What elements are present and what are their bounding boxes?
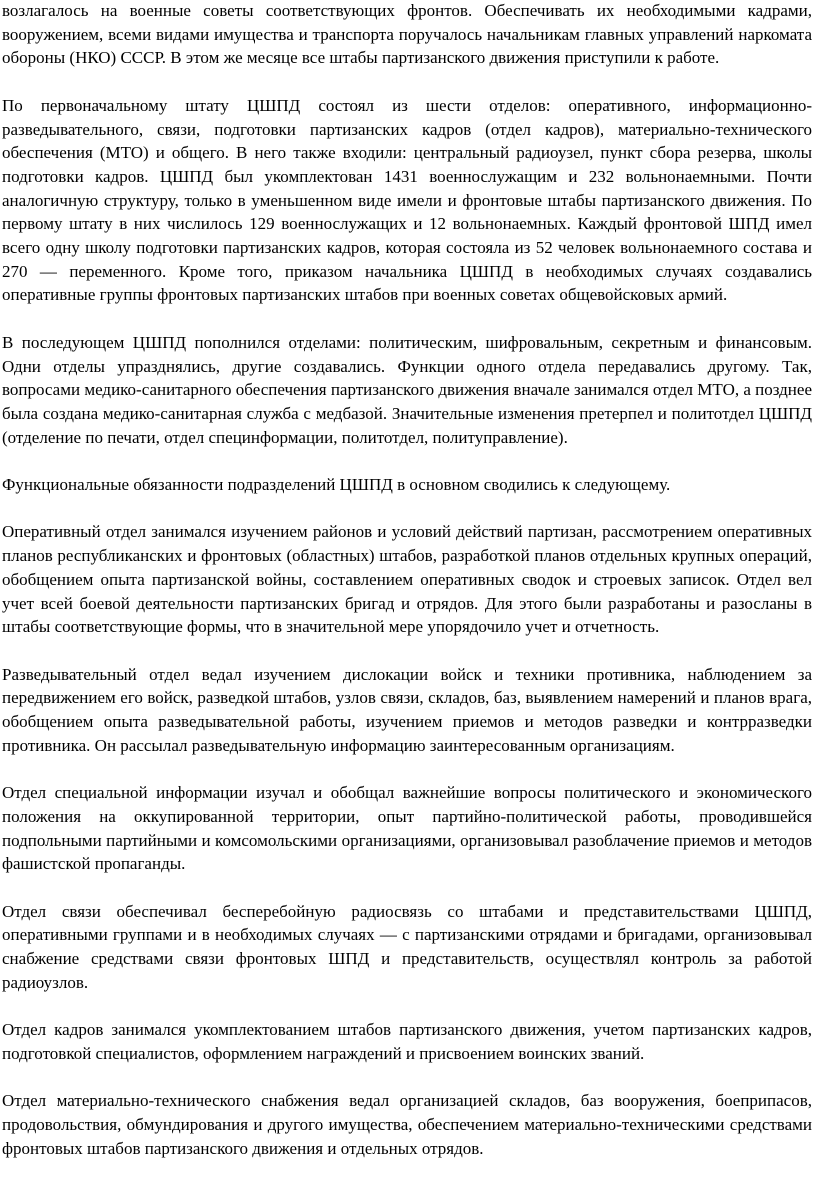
- paragraph-2: По первоначальному штату ЦШПД состоял из шести отделов: оперативного, информационно-разведывательного, связи, подготовки партизанских кадров (отдел кадров), материально-технического обеспечения (МТО) и общего. В него также входили: центральный радиоузел, пункт сбора резерва, школы подготовки кадров. ЦШПД был укомплектован 1431 военнослужащим и 232 вольнонаемными. Почти аналогичную структуру, только в уменьшенном виде имели и фронтовые штабы партизанского движения. По первому штату в них числилось 129 военнослужащих и 12 вольнонаемных. Каждый фронтовой ШПД имел всего одну школу подготовки партизанских кадров, которая состояла из 52 человек вольнонаемного состава и 270 — переменного. Кроме того, приказом начальника ЦШПД в необходимых случаях создавались оперативные группы фронтовых партизанских штабов при военных советах общевойсковых армий.: [2, 95, 812, 305]
- paragraph-4: Функциональные обязанности подразделений ЦШПД в основном сводились к следующему.: [2, 475, 671, 495]
- paragraph-3: В последующем ЦШПД пополнился отделами: политическим, шифровальным, секретным и финансовым. Одни отделы упразднялись, другие создавались. Функции одного отдела передавались другому. Так, вопросами медико-санитарного обеспечения партизанского движения вначале занимался отдел МТО, а позднее была создана медико-санитарная служба с медбазой. Значительные изменения претерпел и политотдел ЦШПД (отделение по печати, отдел специнформации, политотдел, политуправление).: [2, 332, 812, 447]
- paragraph-8: Отдел связи обеспечивал бесперебойную радиосвязь со штабами и представительствами ЦШПД, оперативными группами и в необходимых случаях — с партизанскими отрядами и бригадами, организовывал снабжение средствами связи фронтовых ШПД и представительств, осуществлял контроль за работой радиоузлов.: [2, 901, 812, 992]
- paragraph-6: Разведывательный отдел ведал изучением дислокации войск и техники противника, наблюдением за передвижением его войск, разведкой штабов, узлов связи, складов, баз, выявлением намерений и планов врага, обобщением опыта разведывательной работы, изучением приемов и методов разведки и контрразведки противника. Он рассылал разведывательную информацию заинтересованным организациям.: [2, 664, 812, 755]
- paragraph-7: Отдел специальной информации изучал и обобщал важнейшие вопросы политического и экономического положения на оккупированной территории, опыт партийно-политической работы, проводившейся подпольными партийными и комсомольскими организациями, организовывал разоблачение приемов и методов фашистской пропаганды.: [2, 783, 812, 874]
- paragraph-1: возлагалось на военные советы соответствующих фронтов. Обеспечивать их необходимыми кадрами, вооружением, всеми видами имущества и транспорта поручалось начальникам главных управлений наркомата обороны (НКО) СССР. В этом же месяце все штабы партизанского движения приступили к работе.: [2, 1, 812, 68]
- paragraph-5: Оперативный отдел занимался изучением районов и условий действий партизан, рассмотрением оперативных планов республиканских и фронтовых (областных) штабов, разработкой планов отдельных крупных операций, обобщением опыта партизанской войны, составлением оперативных сводок и строевых записок. Отдел вел учет всей боевой деятельности партизанских бригад и отрядов. Для этого были разработаны и разосланы в штабы соответствующие формы, что в значительной мере упорядочило учет и отчетность.: [2, 522, 812, 637]
- paragraph-10: Отдел материально-технического снабжения ведал организацией складов, баз вооружения, боеприпасов, продовольствия, обмундирования и другого имущества, обеспечением материально-техническими средствами фронтовых штабов партизанского движения и отдельных отрядов.: [2, 1091, 812, 1158]
- paragraph-9: Отдел кадров занимался укомплектованием штабов партизанского движения, учетом партизанских кадров, подготовкой специалистов, оформлением награждений и присвоением воинских званий.: [2, 1020, 812, 1063]
